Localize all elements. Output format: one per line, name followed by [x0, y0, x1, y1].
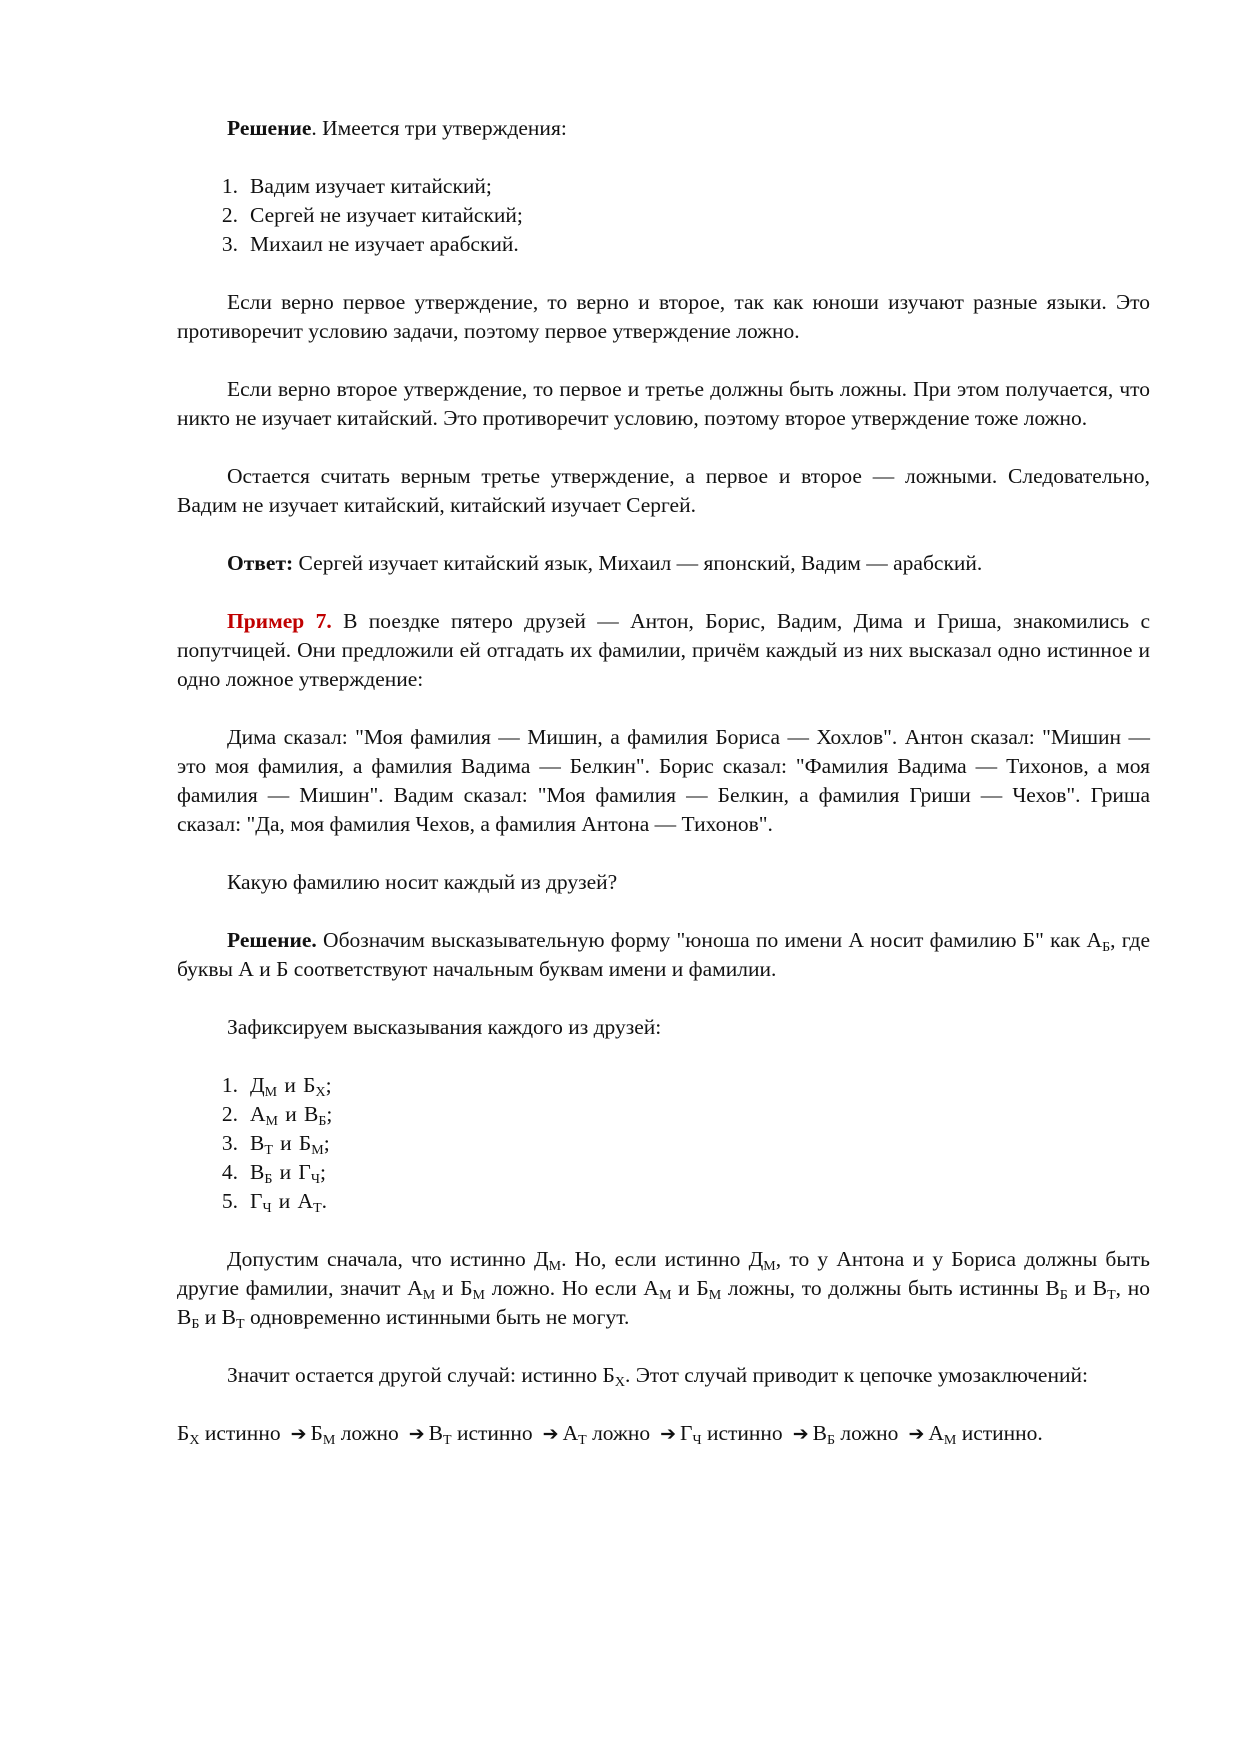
solution-label: Решение	[227, 116, 312, 140]
list-item: 1. $Д_М$ и $Б_Х$;	[221, 1073, 332, 1100]
arrow-icon: ➔	[792, 1423, 809, 1445]
chain-step: $Б_М$ ложно	[310, 1421, 399, 1448]
pairs-list	[177, 1071, 1150, 1216]
arrow-icon: ➔	[660, 1423, 677, 1445]
other-case-paragraph: Значит остается другой случай: истинно $Б_Х$. Этот случай приводит к цепочке умозаключений:	[227, 1363, 1088, 1390]
chain-step: $А_Т$ ложно	[562, 1421, 651, 1448]
example-label: Пример 7.	[227, 609, 332, 633]
arrow-icon: ➔	[542, 1423, 559, 1445]
statements-list	[177, 172, 1150, 259]
list-item: 2. Сергей не изучает китайский;	[221, 203, 523, 227]
chain-step: $Г_Ч$ истинно	[680, 1421, 783, 1448]
list-item: 3. $В_Т$ и $Б_М$;	[221, 1131, 330, 1158]
inference-chain	[177, 1419, 1150, 1449]
answer: Ответ: Сергей изучает китайский язык, Михаил — японский, Вадим — арабский.	[227, 551, 983, 575]
fix-intro: Зафиксируем высказывания каждого из друзей:	[227, 1015, 662, 1039]
example-heading: Пример 7. В поездке пятеро друзей — Антон, Борис, Вадим, Дима и Гриша, знакомились с попутчицей. Они предложили ей отгадать их фамилии, причём каждый из них высказал одно истинное и одно ложное утверждение:	[177, 609, 1151, 691]
list-item: 5. $Г_Ч$ и $А_Т$.	[221, 1189, 328, 1216]
chain-step: $Б_Х$ истинно	[177, 1421, 281, 1448]
arrow-icon: ➔	[290, 1423, 307, 1445]
list-item: 2. $А_М$ и $В_Б$;	[221, 1102, 333, 1129]
solution-label: Решение.	[227, 928, 317, 952]
quotes-paragraph: Дима сказал: "Моя фамилия — Мишин, а фамилия Бориса — Хохлов". Антон сказал: "Мишин — это моя фамилия, а фамилия Вадима — Белкин". Борис сказал: "Фамилия Вадима — Тихонов, а моя фамилия — Мишин". Вадим сказал: "Моя фамилия — Белкин, а фамилия Гриши — Чехов". Гриша сказал: "Да, моя фамилия Чехов, а фамилия Антона — Тихонов".	[177, 725, 1150, 836]
question: Какую фамилию носит каждый из друзей?	[227, 870, 618, 894]
list-item: 1. Вадим изучает китайский;	[221, 174, 492, 198]
chain-step: $В_Б$ ложно	[812, 1421, 899, 1448]
solution-notation: Решение. Обозначим высказывательную форму "юноша по имени А носит фамилию Б" как $А_Б$, где буквы А и Б соответствуют начальным буквам имени и фамилии.	[177, 928, 1151, 981]
paragraph: Остается считать верным третье утверждение, а первое и второе — ложными. Следовательно, Вадим не изучает китайский, китайский изучает Сергей.	[177, 464, 1150, 517]
document-page	[177, 114, 1150, 1478]
arrow-icon: ➔	[408, 1423, 425, 1445]
arrow-icon: ➔	[908, 1423, 925, 1445]
list-item: 4. $В_Б$ и $Г_Ч$;	[221, 1160, 326, 1187]
list-item: 3. Михаил не изучает арабский.	[221, 232, 519, 256]
chain-step: $В_Т$ истинно	[428, 1421, 533, 1448]
answer-label: Ответ:	[227, 551, 294, 575]
paragraph: Если верно второе утверждение, то первое и третье должны быть ложны. При этом получается, что никто не изучает китайский. Это противоречит условию, поэтому второе утверждение тоже ложно.	[177, 377, 1150, 430]
chain-step: $А_М$ истинно.	[928, 1421, 1043, 1448]
assumption-paragraph: Допустим сначала, что истинно $Д_М$. Но, если истинно $Д_М$, то у Антона и у Бориса должны быть другие фамилии, значит $А_М$ и $Б_М$ ложно. Но если $А_М$ и $Б_М$ ложны, то должны быть истинны $В_Б$ и $В_Т$, но $В_Б$ и $В_Т$ одновременно истинными быть не могут.	[177, 1247, 1150, 1332]
solution-intro: Решение. Имеется три утверждения:	[227, 116, 567, 140]
paragraph: Если верно первое утверждение, то верно и второе, так как юноши изучают разные языки. Это противоречит условию задачи, поэтому первое утверждение ложно.	[177, 290, 1150, 343]
